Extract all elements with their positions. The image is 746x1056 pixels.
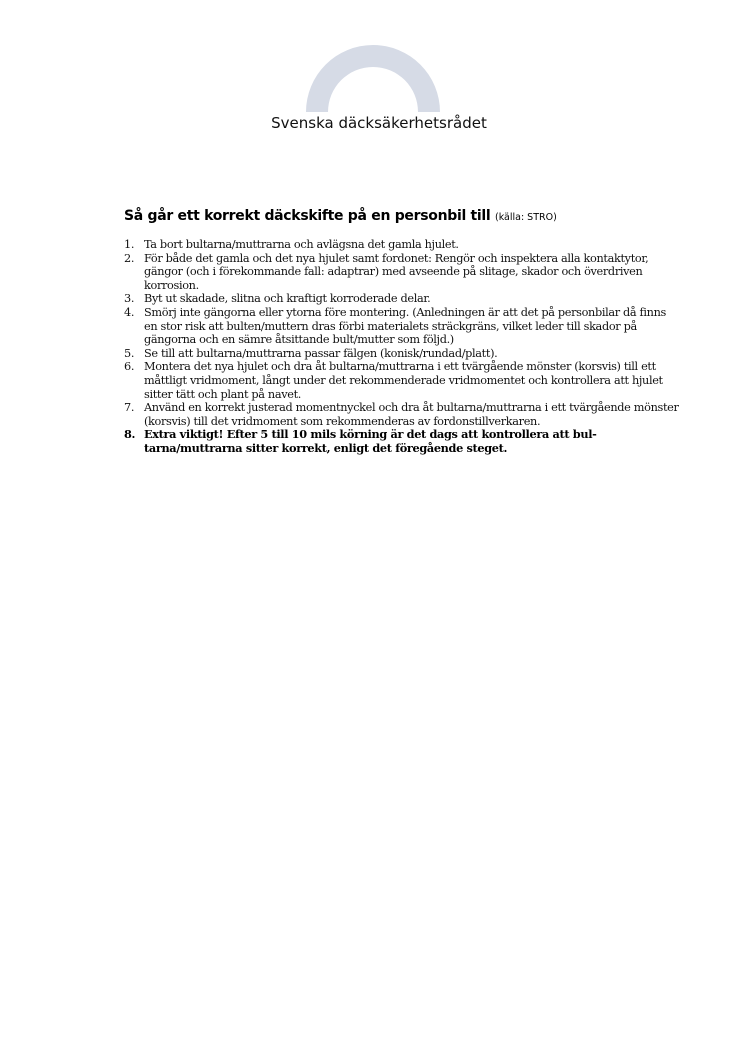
step-item: 3. Byt ut skadade, slitna och kraftigt korroderade delar. xyxy=(124,292,431,306)
step-item: 1. Ta bort bultarna/muttrarna och avlägsna det gamla hjulet. xyxy=(124,238,459,251)
step-item: 6. Montera det nya hjulet och dra åt bultarna/muttrarna i ett tvärgående mönster (korsvis) till ett måttligt vridmoment, långt under det rekommenderade vridmomentet och kontrollera att hjulet sitter tätt och plant på navet. xyxy=(124,360,663,401)
step-item: 5. Se till att bultarna/muttrarna passar fälgen (konisk/rundad/platt). xyxy=(124,346,498,360)
step-item: 4. Smörj inte gängorna eller ytorna före montering. (Anledningen är att det på personbilar då finns en stor risk att bulten/muttern dras förbi materialets sträckgräns, vilket leder till skador på gängorna och en sämre åtsittande bult/mutter som följd.) xyxy=(124,305,666,347)
page-title xyxy=(124,208,704,224)
title-text: Så går ett korrekt däckskifte på en personbil till xyxy=(124,208,491,224)
organization-name: Svenska däcksäkerhetsrådet xyxy=(271,114,487,132)
step-list xyxy=(124,238,682,456)
step-item-highlight: 8. Extra viktigt! Efter 5 till 10 mils körning är det dags att kontrollera att bultarna/muttrarna sitter korrekt, enligt det föregående steget. xyxy=(124,427,597,455)
arch-logo-icon xyxy=(306,44,440,112)
step-item: 2. För både det gamla och det nya hjulet samt fordonet: Rengör och inspektera alla kontaktytor, gängor (och i förekommande fall: adaptrar) med avseende på slitage, skador och överdriven korrosion. xyxy=(124,251,649,292)
step-item: 7. Använd en korrekt justerad momentnyckel och dra åt bultarna/muttrarna i ett tvärgående mönster (korsvis) till det vridmoment som rekommenderas av fordonstillverkaren. xyxy=(124,401,679,428)
title-source: (källa: STRO) xyxy=(495,212,557,223)
